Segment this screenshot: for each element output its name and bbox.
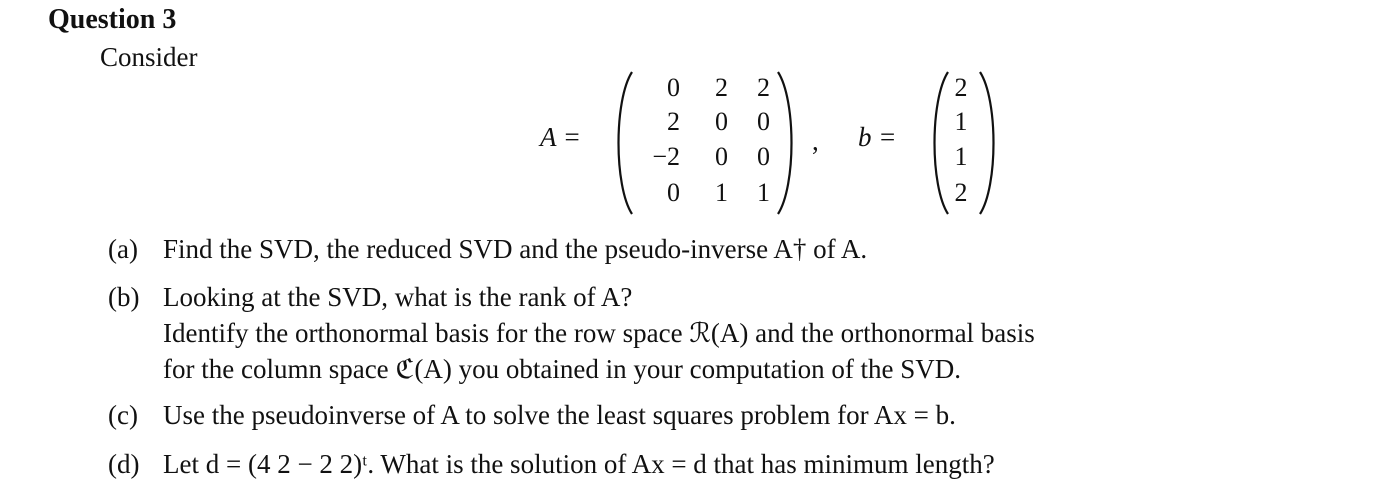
matrix-a-label: A = xyxy=(540,122,581,152)
part-b-text-line: Looking at the SVD, what is the rank of A? xyxy=(163,282,633,312)
part-a-text: Find the SVD, the reduced SVD and the pseudo-inverse A† of A. xyxy=(163,234,868,264)
question-title: Question 3 xyxy=(48,4,177,35)
matrix-a-cell: 0 xyxy=(667,178,680,207)
matrix-a-cell: 0 xyxy=(715,107,728,136)
equation-separator: , xyxy=(812,126,819,156)
matrix-a-right-paren xyxy=(776,70,800,216)
part-b-label: (b) xyxy=(108,282,140,312)
matrix-a-left-paren xyxy=(610,70,634,216)
matrix-a-cell: 2 xyxy=(757,73,770,102)
part-c-label: (c) xyxy=(108,400,138,430)
vector-b-cell: 2 xyxy=(954,73,968,102)
vector-b-cell: 2 xyxy=(954,178,968,207)
vector-b-right-paren xyxy=(978,70,1002,216)
part-c-text: Use the pseudoinverse of A to solve the least squares problem for Ax = b. xyxy=(163,400,956,430)
vector-b-label: b = xyxy=(858,122,897,152)
matrix-a-cell: 0 xyxy=(667,73,680,102)
vector-b-cell: 1 xyxy=(954,107,968,136)
matrix-a-cell: 0 xyxy=(715,142,728,171)
question-intro: Consider xyxy=(100,42,198,72)
matrix-a-cell: 0 xyxy=(757,107,770,136)
vector-b-cell: 1 xyxy=(954,142,968,171)
matrix-a-cell: −2 xyxy=(652,142,680,171)
matrix-a-cell: 1 xyxy=(715,178,728,207)
matrix-a-cell: 2 xyxy=(715,73,728,102)
part-d-label: (d) xyxy=(108,449,140,479)
part-a-label: (a) xyxy=(108,234,138,264)
part-b-text-line: for the column space ℭ(A) you obtained in your computation of the SVD. xyxy=(163,354,962,384)
part-b-text-line: Identify the orthonormal basis for the row space ℛ(A) and the orthonormal basis xyxy=(163,318,1035,348)
matrix-a-cell: 1 xyxy=(757,178,770,207)
matrix-a-cell: 2 xyxy=(667,107,680,136)
part-d-text: Let d = (4 2 − 2 2)ᵗ. What is the solution of Ax = d that has minimum length? xyxy=(163,449,995,479)
matrix-a-cell: 0 xyxy=(757,142,770,171)
